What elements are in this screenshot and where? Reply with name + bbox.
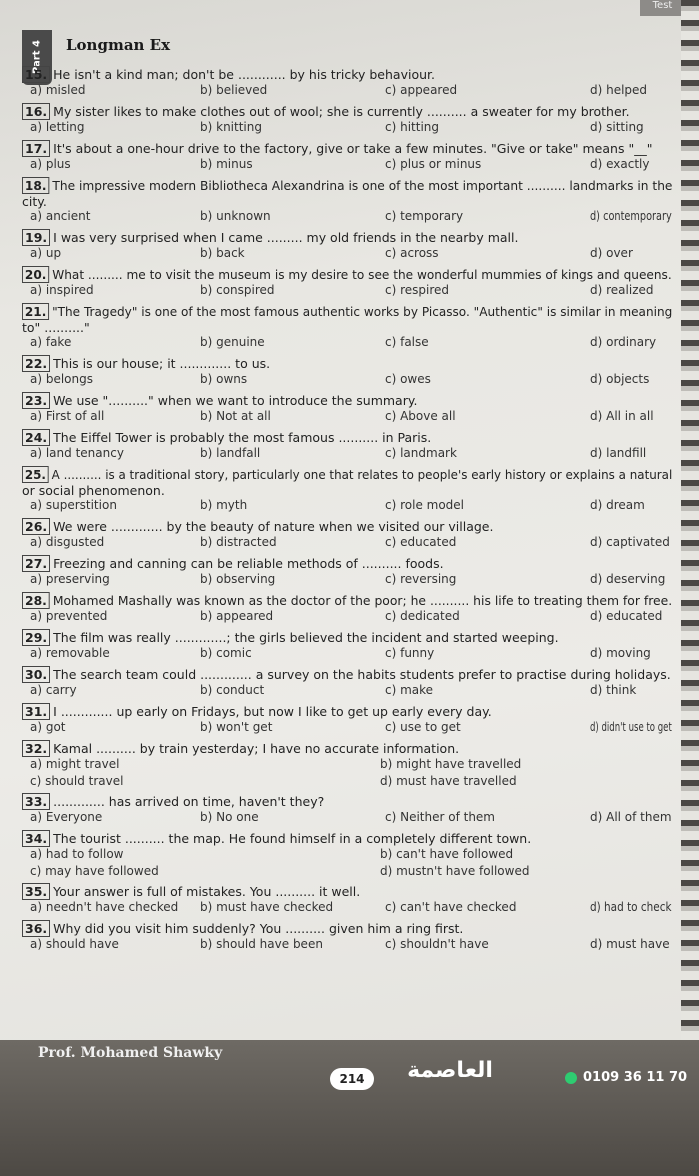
option-b[interactable]: b) comic <box>200 646 252 660</box>
question-number: 35. <box>22 883 50 900</box>
option-c[interactable]: c) can't have checked <box>385 900 517 914</box>
option-d[interactable]: d) deserving <box>590 572 666 586</box>
option-c[interactable]: c) educated <box>385 535 457 549</box>
question-number: 19. <box>22 229 50 246</box>
question-number: 25. <box>22 466 49 483</box>
option-b[interactable]: b) landfall <box>200 446 261 460</box>
option-a[interactable]: a) inspired <box>30 283 94 297</box>
question-text <box>22 483 165 498</box>
question-text <box>22 66 435 83</box>
option-a[interactable]: a) disgusted <box>30 535 105 549</box>
question-stem: I ............. up early on Fridays, but now I like to get up early every day. <box>53 704 492 719</box>
question-text <box>22 883 360 900</box>
option-a[interactable]: a) land tenancy <box>30 446 124 460</box>
option-d[interactable]: d) had to check <box>590 900 672 914</box>
option-a[interactable]: a) had to follow <box>30 847 124 861</box>
option-c[interactable]: c) plus or minus <box>385 157 482 171</box>
question-stem: We were ............. by the beauty of nature when we visited our village. <box>53 519 494 534</box>
question-text <box>22 355 270 372</box>
question-number: 24. <box>22 429 50 446</box>
option-a[interactable]: a) up <box>30 246 62 260</box>
option-a[interactable]: a) plus <box>30 157 71 171</box>
question-number: 18. <box>22 177 49 194</box>
option-d[interactable]: d) realized <box>590 283 654 297</box>
option-a[interactable]: a) letting <box>30 120 85 134</box>
option-b[interactable]: b) observing <box>200 572 276 586</box>
option-c[interactable]: c) temporary <box>385 209 464 223</box>
option-c[interactable]: c) role model <box>385 498 465 512</box>
phone-number <box>565 1070 687 1085</box>
option-a[interactable]: a) superstition <box>30 498 117 512</box>
question-number: 16. <box>22 103 50 120</box>
option-c[interactable]: c) Neither of them <box>385 810 495 824</box>
option-c[interactable]: c) landmark <box>385 446 457 460</box>
question-number: 23. <box>22 392 50 409</box>
option-c[interactable]: c) funny <box>385 646 435 660</box>
option-a[interactable]: a) removable <box>30 646 110 660</box>
publisher-logo: العاصمة <box>407 1058 493 1083</box>
question-number: 30. <box>22 666 50 683</box>
question-stem: ............. has arrived on time, haven't they? <box>53 794 325 809</box>
option-b[interactable]: b) might have travelled <box>380 757 522 771</box>
option-a[interactable]: a) preserving <box>30 572 110 586</box>
phone-text: 0109 36 11 70 <box>583 1070 688 1085</box>
option-a[interactable]: a) ancient <box>30 209 91 223</box>
option-d[interactable]: d) mustn't have followed <box>380 864 530 878</box>
question-text <box>22 740 459 757</box>
question-stem: A .......... is a traditional story, particularly one that relates to people's early history or explains a natural <box>51 467 673 482</box>
question-stem: The search team could ............. a survey on the habits students prefer to practise during holidays. <box>53 667 671 682</box>
option-b[interactable]: b) distracted <box>200 535 277 549</box>
question-text <box>22 140 652 157</box>
question-text <box>22 303 672 320</box>
question-stem: The impressive modern Bibliotheca Alexandrina is one of the most important .......... landmarks in the <box>52 178 673 193</box>
whatsapp-icon <box>565 1072 577 1084</box>
option-b[interactable]: b) Not at all <box>200 409 271 423</box>
question-text <box>22 320 90 335</box>
option-c[interactable]: c) shouldn't have <box>385 937 489 951</box>
question-number: 33. <box>22 793 50 810</box>
option-c[interactable]: c) should travel <box>30 774 124 788</box>
corner-label: Test <box>640 0 685 16</box>
question-stem: He isn't a kind man; don't be ............ by his tricky behaviour. <box>53 67 435 82</box>
question-stem: Freezing and canning can be reliable methods of .......... foods. <box>53 556 444 571</box>
option-a[interactable]: a) should have <box>30 937 119 951</box>
option-d[interactable]: d) sitting <box>590 120 644 134</box>
question-stem: Mohamed Mashally was known as the doctor of the poor; he .......... his life to treating them for free. <box>52 593 673 608</box>
question-text <box>22 555 444 572</box>
question-number: 29. <box>22 629 50 646</box>
option-c[interactable]: c) Above all <box>385 409 456 423</box>
option-b[interactable]: b) won't get <box>200 720 273 734</box>
question-text <box>22 429 431 446</box>
question-stem: I was very surprised when I came ......... my old friends in the nearby mall. <box>53 230 519 245</box>
question-stem-cont: city. <box>22 194 47 209</box>
option-c[interactable]: c) across <box>385 246 439 260</box>
question-stem: It's about a one-hour drive to the factory, give or take a few minutes. "Give or take" means "__" <box>53 141 653 156</box>
question-stem: The film was really .............; the girls believed the incident and started weeping. <box>53 630 559 645</box>
question-stem: Why did you visit him suddenly? You .......... given him a ring first. <box>53 921 464 936</box>
question-text <box>22 177 672 194</box>
question-number: 28. <box>22 592 50 609</box>
question-number: 20. <box>22 266 49 283</box>
question-text <box>22 392 417 409</box>
part-tab: Part 4 <box>22 30 52 85</box>
option-d[interactable]: d) captivated <box>590 535 670 549</box>
question-text <box>22 229 518 246</box>
option-a[interactable]: a) prevented <box>30 609 108 623</box>
question-number: 36. <box>22 920 50 937</box>
question-stem: Your answer is full of mistakes. You .......... it well. <box>53 884 361 899</box>
option-d[interactable]: d) moving <box>590 646 651 660</box>
question-number: 17. <box>22 140 50 157</box>
question-number: 34. <box>22 830 50 847</box>
option-b[interactable]: b) can't have followed <box>380 847 514 861</box>
option-b[interactable]: b) genuine <box>200 335 265 349</box>
option-b[interactable]: b) conduct <box>200 683 265 697</box>
option-c[interactable]: c) owes <box>385 372 431 386</box>
option-b[interactable]: b) unknown <box>200 209 271 223</box>
option-c[interactable]: c) false <box>385 335 429 349</box>
option-d[interactable]: d) exactly <box>590 157 650 171</box>
option-a[interactable]: a) got <box>30 720 66 734</box>
question-text <box>22 920 463 937</box>
question-text <box>22 194 47 209</box>
question-text <box>22 103 630 120</box>
page-number: 214 <box>330 1068 374 1090</box>
question-stem: We use ".........." when we want to introduce the summary. <box>53 393 418 408</box>
option-b[interactable]: b) minus <box>200 157 253 171</box>
question-stem: My sister likes to make clothes out of wool; she is currently .......... a sweater for my brother. <box>53 104 630 119</box>
option-b[interactable]: b) knitting <box>200 120 262 134</box>
option-d[interactable]: d) dream <box>590 498 645 512</box>
option-c[interactable]: c) make <box>385 683 434 697</box>
option-d[interactable]: d) objects <box>590 372 650 386</box>
option-d[interactable]: d) All in all <box>590 409 654 423</box>
option-d[interactable]: d) think <box>590 683 637 697</box>
option-b[interactable]: b) should have been <box>200 937 323 951</box>
option-c[interactable]: c) reversing <box>385 572 457 586</box>
question-number: 15. <box>22 66 50 83</box>
question-number: 21. <box>22 303 49 320</box>
option-b[interactable]: b) myth <box>200 498 248 512</box>
option-a[interactable]: a) misled <box>30 83 86 97</box>
question-stem: What ......... me to visit the museum is my desire to see the wonderful mummies of kings and queens. <box>52 267 672 282</box>
option-b[interactable]: b) appeared <box>200 609 274 623</box>
question-text <box>22 266 672 283</box>
question-stem-cont: or social phenomenon. <box>22 483 165 498</box>
option-b[interactable]: b) back <box>200 246 245 260</box>
option-a[interactable]: a) carry <box>30 683 77 697</box>
question-number: 31. <box>22 703 50 720</box>
option-b[interactable]: b) conspired <box>200 283 275 297</box>
option-c[interactable]: c) respired <box>385 283 450 297</box>
question-number: 26. <box>22 518 50 535</box>
question-text <box>22 830 531 847</box>
question-text <box>22 793 324 810</box>
brand-title: Longman Ex <box>66 36 171 54</box>
question-number: 22. <box>22 355 50 372</box>
option-d[interactable]: d) must have <box>590 937 670 951</box>
option-c[interactable]: c) may have followed <box>30 864 159 878</box>
question-text <box>22 703 492 720</box>
option-d[interactable]: d) educated <box>590 609 663 623</box>
option-b[interactable]: b) owns <box>200 372 248 386</box>
option-d[interactable]: d) helped <box>590 83 648 97</box>
option-b[interactable]: b) must have checked <box>200 900 334 914</box>
option-a[interactable]: a) fake <box>30 335 72 349</box>
question-stem: "The Tragedy" is one of the most famous authentic works by Picasso. "Authentic" is similar in meaning <box>52 304 673 319</box>
question-text <box>22 629 559 646</box>
question-text <box>22 592 672 609</box>
option-d[interactable]: d) over <box>590 246 633 260</box>
author-name: Prof. Mohamed Shawky <box>38 1045 223 1061</box>
question-text <box>22 666 671 683</box>
question-text <box>22 466 672 483</box>
option-d[interactable]: d) must have travelled <box>380 774 517 788</box>
option-a[interactable]: a) might travel <box>30 757 120 771</box>
question-text <box>22 518 493 535</box>
question-stem: Kamal .......... by train yesterday; I have no accurate information. <box>53 741 460 756</box>
option-c[interactable]: c) hitting <box>385 120 439 134</box>
option-a[interactable]: a) Everyone <box>30 810 103 824</box>
question-stem: The tourist .......... the map. He found himself in a completely different town. <box>53 831 532 846</box>
option-b[interactable]: b) believed <box>200 83 268 97</box>
option-d[interactable]: d) All of them <box>590 810 672 824</box>
option-c[interactable]: c) use to get <box>385 720 461 734</box>
option-a[interactable]: a) First of all <box>30 409 105 423</box>
question-stem: This is our house; it ............. to us. <box>53 356 271 371</box>
option-d[interactable]: d) didn't use to get <box>590 720 672 734</box>
spiral-binding <box>681 0 699 1176</box>
option-c[interactable]: c) dedicated <box>385 609 460 623</box>
option-a[interactable]: a) belongs <box>30 372 93 386</box>
option-d[interactable]: d) landfill <box>590 446 647 460</box>
option-d[interactable]: d) ordinary <box>590 335 657 349</box>
option-c[interactable]: c) appeared <box>385 83 458 97</box>
question-number: 32. <box>22 740 50 757</box>
question-stem: The Eiffel Tower is probably the most famous .......... in Paris. <box>53 430 432 445</box>
option-b[interactable]: b) No one <box>200 810 259 824</box>
question-number: 27. <box>22 555 50 572</box>
question-stem-cont: to" .........." <box>22 320 90 335</box>
option-d[interactable]: d) contemporary <box>590 209 672 223</box>
option-a[interactable]: a) needn't have checked <box>30 900 179 914</box>
